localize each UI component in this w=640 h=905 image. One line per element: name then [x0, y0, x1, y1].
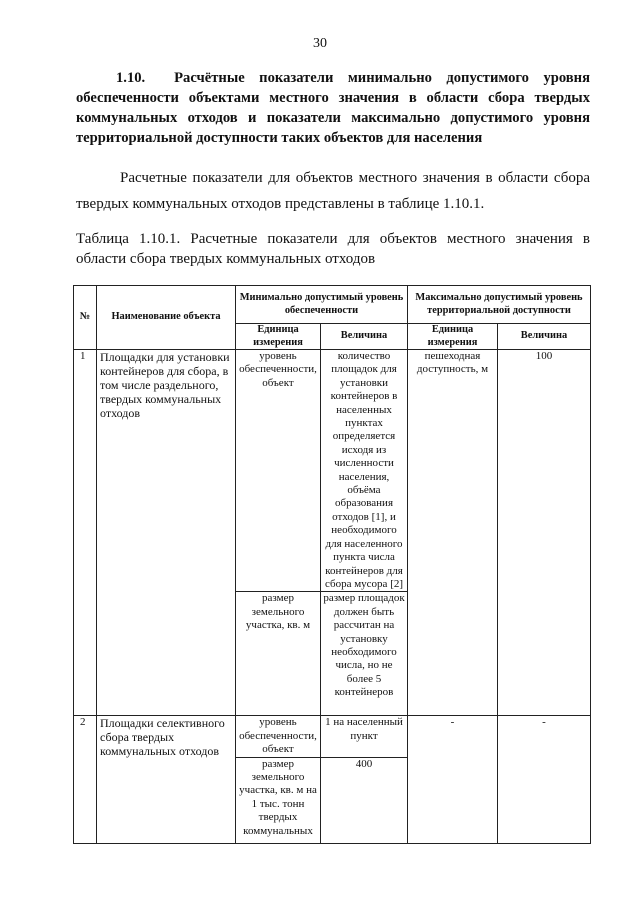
min-value: размер площадок должен быть рассчитан на установку необходимого числа, но не более 5 контейнеров [321, 592, 408, 716]
max-value: - [498, 716, 591, 843]
max-unit: пешеходная доступность, м [408, 350, 498, 716]
min-unit: размер земельного участка, кв. м на 1 тыс. тонн твердых коммунальных [236, 757, 321, 843]
row-number: 1 [74, 350, 97, 716]
min-unit: размер земельного участка, кв. м [236, 592, 321, 716]
header-num: № [74, 286, 97, 350]
table-caption: Таблица 1.10.1. Расчетные показатели для объектов местного значения в области сбора твердых коммунальных отходов [76, 231, 590, 267]
min-value: количество площадок для установки контейнеров в населенных пунктах определяется исходя из численности населения, объёма образования отходов [1], и необходимого для населенного пункта числа контейнеров для сбора мусора [2] [321, 350, 408, 592]
object-name: Площадки для установки контейнеров для сбора, в том числе раздельного, твердых коммунальных отходов [97, 350, 236, 716]
max-unit: - [408, 716, 498, 843]
min-value: 400 [321, 757, 408, 843]
table-row [74, 350, 591, 592]
indicators-table [73, 285, 591, 844]
header-max-unit: Единица измерения [408, 324, 498, 350]
row-number: 2 [74, 716, 97, 843]
section-title: Расчётные показатели минимально допустимого уровня обеспеченности объектами местного значения в области сбора твердых коммунальных отходов и показатели максимально допустимого уровня территориальной доступности таких объектов для населения [76, 70, 590, 146]
header-max-value: Величина [498, 324, 591, 350]
min-value: 1 на населенный пункт [321, 716, 408, 757]
intro-paragraph: Расчетные показатели для объектов местного значения в области сбора твердых коммунальных отходов представлены в таблице 1.10.1. [76, 170, 590, 212]
max-value: 100 [498, 350, 591, 716]
table-row [74, 716, 591, 757]
header-min-unit: Единица измерения [236, 324, 321, 350]
min-unit: уровень обеспеченности, объект [236, 716, 321, 757]
header-min-value: Величина [321, 324, 408, 350]
min-unit: уровень обеспеченности, объект [236, 350, 321, 592]
header-max-group: Максимально допустимый уровень территориальной доступности [408, 286, 591, 324]
section-number: 1.10. [116, 70, 146, 86]
header-name: Наименование объекта [97, 286, 236, 350]
page-number: 30 [313, 36, 327, 51]
header-min-group: Минимально допустимый уровень обеспеченности [236, 286, 408, 324]
object-name: Площадки селективного сбора твердых коммунальных отходов [97, 716, 236, 843]
section-heading [76, 68, 590, 148]
